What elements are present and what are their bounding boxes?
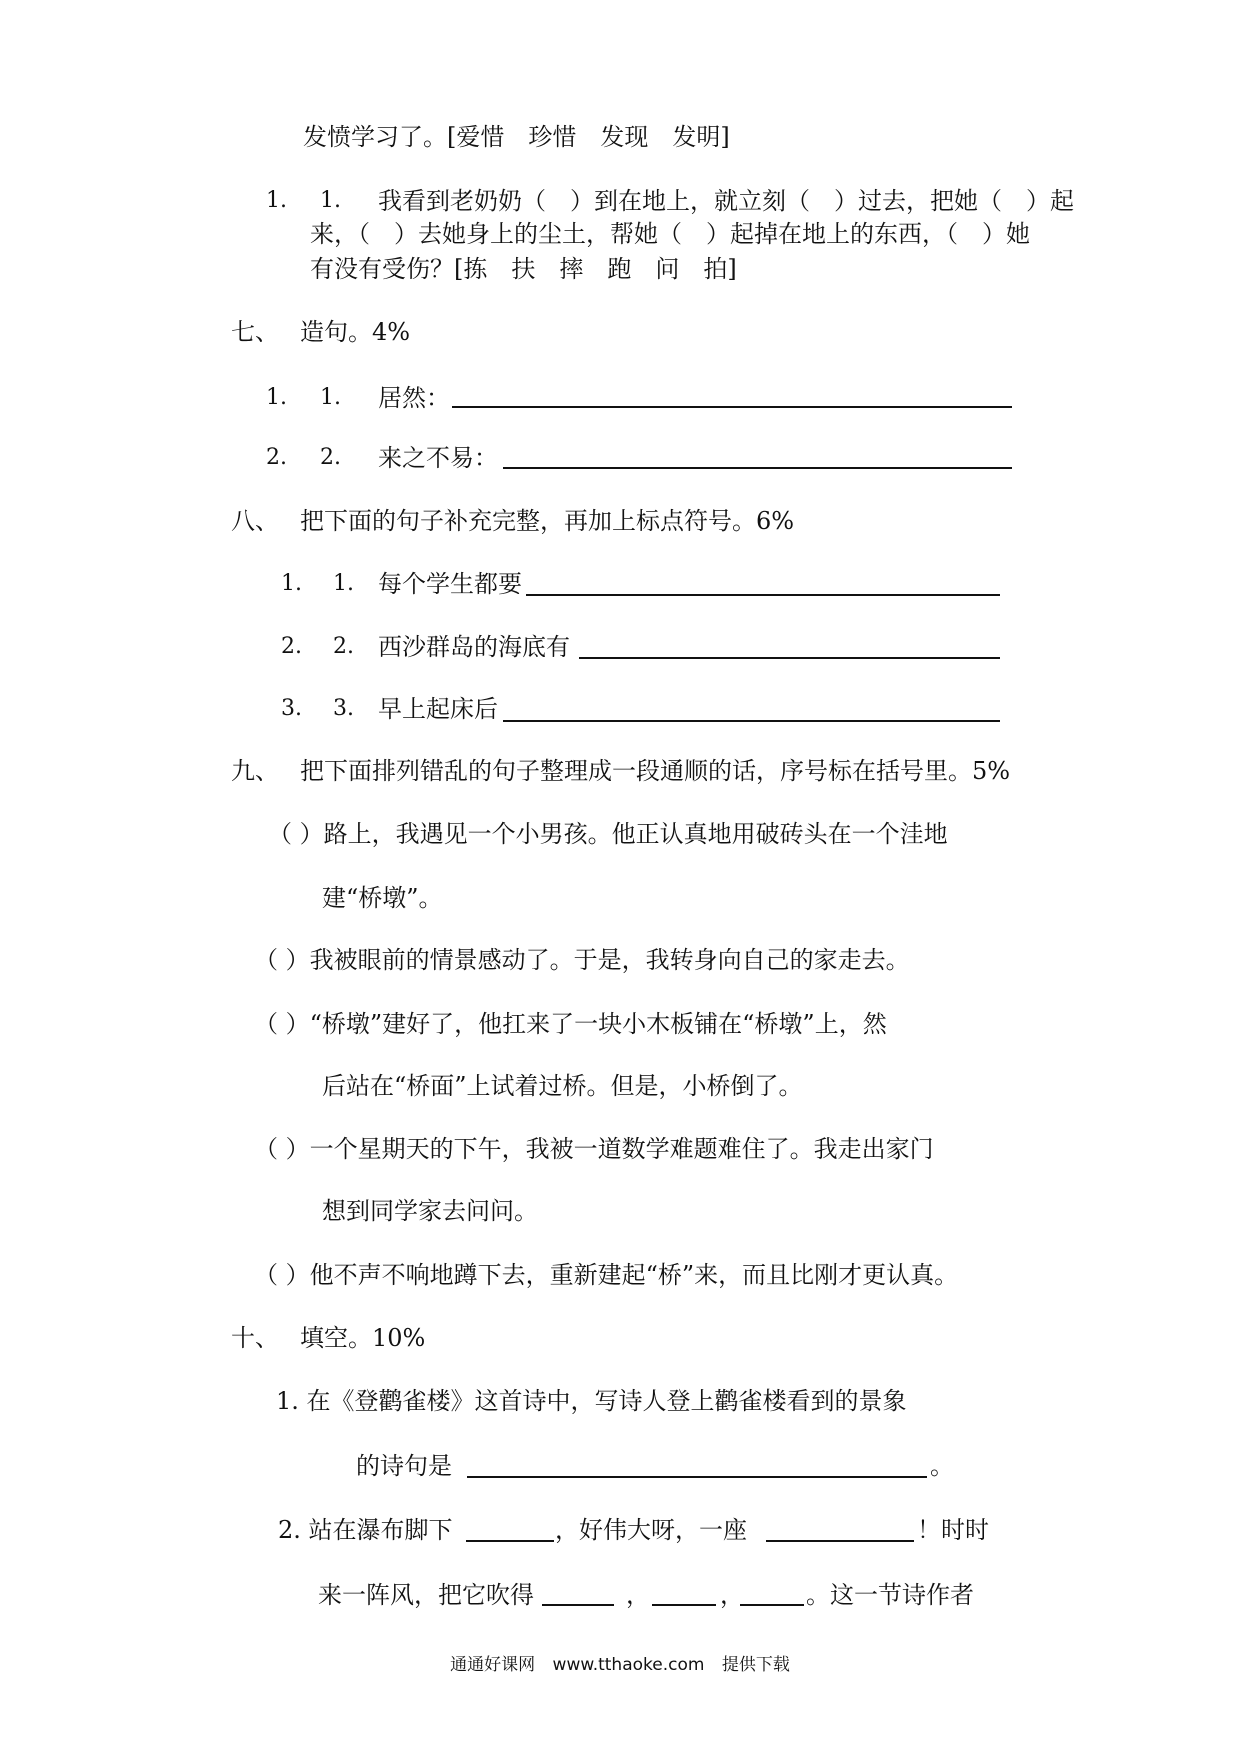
q10-item-2-text-a2: ，好伟大呀，一座 — [555, 1516, 747, 1544]
q8-item-2-answer-blank[interactable] — [579, 657, 1000, 659]
page-footer — [0, 1653, 1240, 1677]
q10-item-2-text-a3: ！时时 — [917, 1516, 989, 1544]
q8-item-2-prompt: 西沙群岛的海底有 — [378, 633, 570, 661]
q10-item-2-comma-2: ， — [720, 1581, 744, 1609]
q8-item-3-number: 3. — [281, 696, 302, 721]
q7-item-2-number: 2. — [266, 445, 287, 470]
q9-sentence-2: （ ）我被眼前的情景感动了。于是，我转身向自己的家走去。 — [254, 946, 910, 974]
q7-item-1-answer-blank[interactable] — [452, 406, 1012, 408]
q7-item-1-prompt: 居然： — [378, 384, 450, 412]
q8-number: 八、 — [231, 507, 279, 535]
footer-url[interactable]: www.tthaoke.com — [552, 1655, 705, 1675]
q10-item-1-end-mark: 。 — [930, 1452, 954, 1480]
q10-item-2-text-b4: 。这一节诗作者 — [806, 1581, 974, 1609]
footer-note: 提供下载 — [721, 1655, 790, 1675]
q10-item-2-blank-4[interactable] — [652, 1604, 716, 1606]
q10-item-1-line-1: 1. 在《登鹳雀楼》这首诗中，写诗人登上鹳雀楼看到的景象 — [276, 1387, 907, 1415]
q7-item-2-answer-blank[interactable] — [503, 467, 1012, 469]
q8-item-3-prompt: 早上起床后 — [378, 695, 498, 723]
q9-sentence-3-line-2: 后站在“桥面”上试着过桥。但是，小桥倒了。 — [322, 1072, 803, 1100]
q7-title: 造句。4% — [300, 318, 411, 346]
q9-sentence-1-line-2: 建“桥墩”。 — [322, 884, 443, 912]
q9-sentence-5: （ ）他不声不响地蹲下去，重新建起“桥”来，而且比刚才更认真。 — [254, 1261, 959, 1289]
q6-item-subnumber: 1. — [320, 188, 341, 213]
q10-item-2-text-a1: 2. 站在瀑布脚下 — [278, 1516, 453, 1544]
q10-item-2-blank-2[interactable] — [766, 1540, 914, 1542]
q8-item-1-prompt: 每个学生都要 — [378, 570, 522, 598]
q7-item-2-prompt: 来之不易： — [378, 444, 498, 472]
footer-site-name: 通通好课网 — [450, 1655, 536, 1675]
q6-item-line-2: 来，（ ）去她身上的尘土，帮她（ ）起掉在地上的东西，（ ）她 — [310, 220, 1030, 248]
q8-item-1-number: 1. — [281, 571, 302, 596]
q10-item-1-answer-blank[interactable] — [467, 1476, 927, 1478]
q10-item-1-line-2: 的诗句是 — [356, 1452, 452, 1480]
q8-item-1-answer-blank[interactable] — [526, 594, 1000, 596]
q10-item-2-blank-5[interactable] — [740, 1604, 804, 1606]
q6-item-number: 1. — [266, 188, 287, 213]
q9-sentence-1-line-1: （ ）路上，我遇见一个小男孩。他正认真地用破砖头在一个洼地 — [268, 820, 948, 848]
q10-number: 十、 — [231, 1324, 279, 1352]
q6-tail-line: 发愤学习了。[爱惜 珍惜 发现 发明] — [303, 123, 730, 151]
q8-item-2-number: 2. — [281, 634, 302, 659]
q10-item-2-text-b1: 来一阵风，把它吹得 — [318, 1581, 534, 1609]
q8-item-3-subnumber: 3. — [333, 696, 354, 721]
q10-title: 填空。10% — [300, 1324, 426, 1352]
q9-title: 把下面排列错乱的句子整理成一段通顺的话，序号标在括号里。5% — [300, 757, 1011, 785]
q8-item-1-subnumber: 1. — [333, 571, 354, 596]
q9-sentence-3-line-1: （ ）“桥墩”建好了，他扛来了一块小木板铺在“桥墩”上，然 — [254, 1010, 887, 1038]
q8-title: 把下面的句子补充完整，再加上标点符号。6% — [300, 507, 795, 535]
q8-item-3-answer-blank[interactable] — [503, 720, 1000, 722]
q7-number: 七、 — [231, 318, 279, 346]
q7-item-1-subnumber: 1. — [320, 385, 341, 410]
q10-item-2-comma-1: ， — [626, 1581, 650, 1609]
q9-number: 九、 — [231, 757, 279, 785]
q6-item-line-3: 有没有受伤？[拣 扶 摔 跑 问 拍] — [310, 255, 737, 283]
q7-item-1-number: 1. — [266, 385, 287, 410]
q6-item-line-1: 我看到老奶奶（ ）到在地上，就立刻（ ）过去，把她（ ）起 — [378, 187, 1074, 215]
q8-item-2-subnumber: 2. — [333, 634, 354, 659]
q9-sentence-4-line-2: 想到同学家去问问。 — [322, 1197, 538, 1225]
q7-item-2-subnumber: 2. — [320, 445, 341, 470]
q10-item-2-blank-3[interactable] — [542, 1604, 614, 1606]
q10-item-2-blank-1[interactable] — [466, 1540, 554, 1542]
q9-sentence-4-line-1: （ ）一个星期天的下午，我被一道数学难题难住了。我走出家门 — [254, 1135, 934, 1163]
